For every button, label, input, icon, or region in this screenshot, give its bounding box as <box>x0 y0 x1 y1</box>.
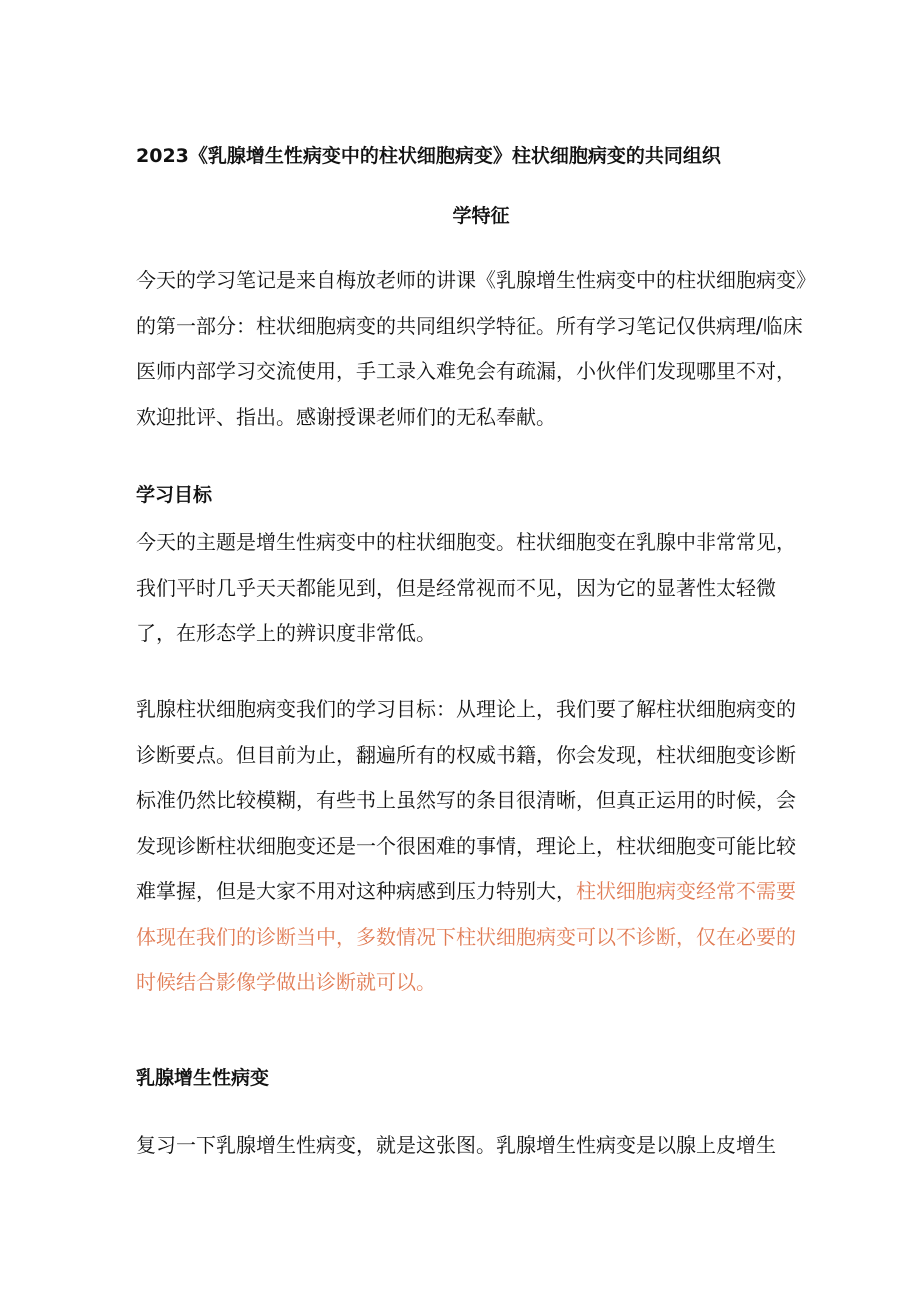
section-heading-learning-goals: 学习目标 <box>136 484 213 506</box>
title-line-2: 学特征 <box>452 205 510 227</box>
paragraph-normal-text: 乳腺柱状细胞病变我们的学习目标：从理论上，我们要了解柱状细胞病变的诊断要点。但目前为止，翻遍所有的权威书籍，你会发现，柱状细胞变诊断标准仍然比较模糊，有些书上虽然写的条目很清晰，但真正运用的时候，会发现诊断柱状细胞变还是一个很困难的事情，理论上，柱状细胞变可能比较难掌握，但是大家不用对这种病感到压力特别大， <box>136 697 796 903</box>
paragraph-highlight-text: 柱状细胞病变经常不需要体现在我们的诊断当中，多数情况下柱状细胞病变可以不诊断，仅在必要的时候结合影像学做出诊断就可以。 <box>136 879 796 994</box>
learning-goals-paragraph-2 <box>136 687 808 1006</box>
title-line-1: 2023《乳腺增生性病变中的柱状细胞病变》柱状细胞病变的共同组织 <box>136 145 721 167</box>
intro-paragraph: 今天的学习笔记是来自梅放老师的讲课《乳腺增生性病变中的柱状细胞病变》的第一部分：柱状细胞病变的共同组织学特征。所有学习笔记仅供病理/临床医师内部学习交流使用，手工录入难免会有疏漏，小伙伴们发现哪里不对，欢迎批评、指出。感谢授课老师们的无私奉献。 <box>136 268 806 429</box>
section-heading-breast-proliferative-lesions: 乳腺增生性病变 <box>136 1067 270 1089</box>
document-title <box>136 126 796 246</box>
proliferative-lesions-paragraph-1: 复习一下乳腺增生性病变，就是这张图。乳腺增生性病变是以腺上皮增生 <box>136 1133 776 1157</box>
learning-goals-paragraph-1: 今天的主题是增生性病变中的柱状细胞变。柱状细胞变在乳腺中非常常见，我们平时几乎天天都能见到，但是经常视而不见，因为它的显著性太轻微了，在形态学上的辨识度非常低。 <box>136 530 796 645</box>
